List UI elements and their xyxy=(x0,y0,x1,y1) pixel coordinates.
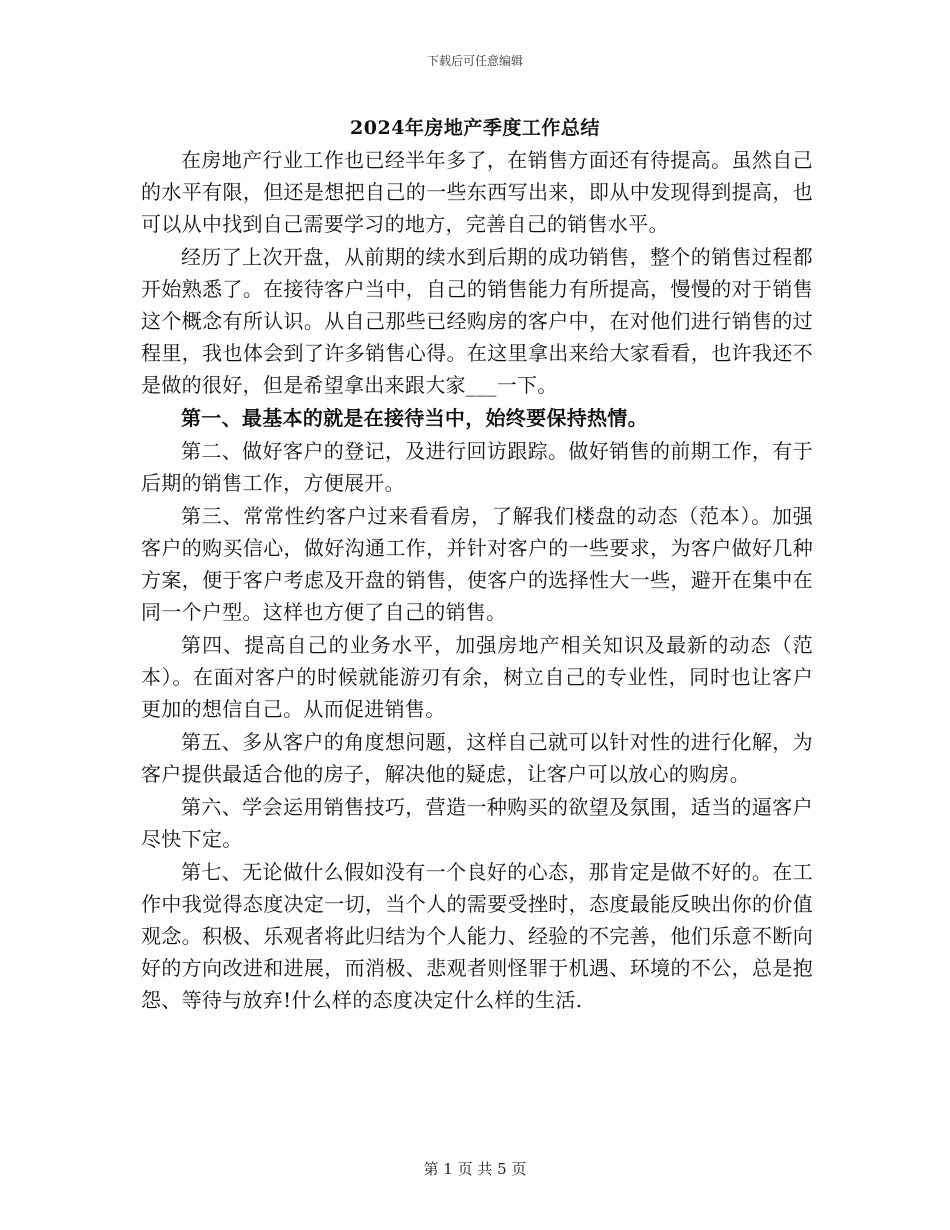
header-note: 下载后可任意编辑 xyxy=(426,54,523,68)
paragraph-point-1: 第一、最基本的就是在接待当中，始终要保持热情。 xyxy=(181,406,648,430)
page-number: 第 1 页 共 5 页 xyxy=(423,1160,527,1178)
document-title: 2024年房地产季度工作总结 xyxy=(350,117,600,139)
paragraph-point-2: 第二、做好客户的登记，及进行回访跟踪。做好销售的前期工作，有于后期的销售工作，方便展开。 xyxy=(141,439,813,495)
document-body xyxy=(141,144,813,1017)
paragraph-point-3: 第三、常常性约客户过来看看房，了解我们楼盘的动态（范本）。加强客户的购买信心，做好沟通工作，并针对客户的一些要求，为客户做好几种方案，便于客户考虑及开盘的销售，使客户的选择性大一些，避开在集中在同一个户型。这样也方便了自己的销售。 xyxy=(141,504,813,624)
paragraph-point-4: 第四、提高自己的业务水平，加强房地产相关知识及最新的动态（范本）。在面对客户的时候就能游刃有余，树立自己的专业性，同时也让客户更加的想信自己。从而促进销售。 xyxy=(141,633,813,721)
paragraph-experience: 经历了上次开盘，从前期的续水到后期的成功销售，整个的销售过程都开始熟悉了。在接待客户当中，自己的销售能力有所提高，慢慢的对于销售这个概念有所认识。从自己那些已经购房的客户中，在对他们进行销售的过程里，我也体会到了许多销售心得。在这里拿出来给大家看看，也许我还不是做的很好，但是希望拿出来跟大家___一下。 xyxy=(141,245,813,397)
paragraph-intro: 在房地产行业工作也已经半年多了，在销售方面还有待提高。虽然自己的水平有限，但还是想把自己的一些东西写出来，即从中发现得到提高，也可以从中找到自己需要学习的地方，完善自己的销售水平。 xyxy=(141,148,813,236)
paragraph-point-7: 第七、无论做什么假如没有一个良好的心态，那肯定是做不好的。在工作中我觉得态度决定一切，当个人的需要受挫时，态度最能反映出你的价值观念。积极、乐观者将此归结为个人能力、经验的不完善，他们乐意不断向好的方向改进和进展，而消极、悲观者则怪罪于机遇、环境的不公，总是抱怨、等待与放弃!什么样的态度决定什么样的生活. xyxy=(141,860,813,1012)
paragraph-point-5: 第五、多从客户的角度想问题，这样自己就可以针对性的进行化解，为客户提供最适合他的房子，解决他的疑虑，让客户可以放心的购房。 xyxy=(141,730,813,786)
paragraph-point-6: 第六、学会运用销售技巧，营造一种购买的欲望及氛围，适当的逼客户尽快下定。 xyxy=(141,795,813,851)
